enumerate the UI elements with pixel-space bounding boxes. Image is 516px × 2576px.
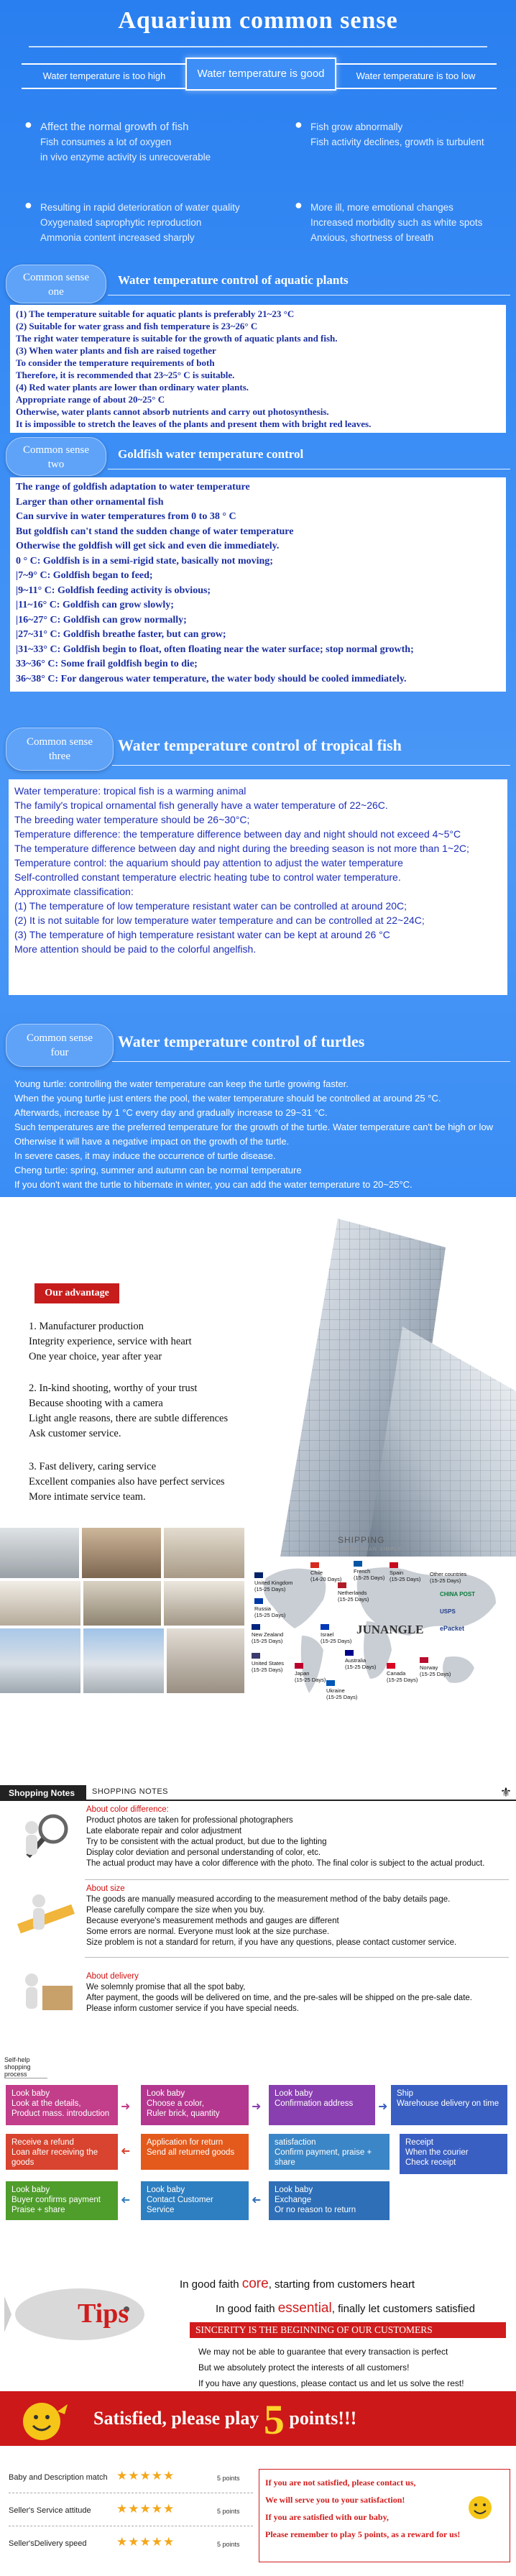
text-line: Confirmation address <box>275 2099 354 2108</box>
country-ukraine <box>326 1680 357 1700</box>
text-line: One year choice, year after year <box>29 1351 162 1362</box>
country-days: (15-25 Days) <box>430 1577 461 1584</box>
text-line: Therefore, it is recommended that 23~25° C is suitable. <box>16 370 235 380</box>
effects-low-1 <box>295 117 512 150</box>
badge-line: two <box>47 459 65 470</box>
text-line: Confirm payment, praise + share <box>275 2148 372 2167</box>
text-line: (1) The temperature suitable for aquatic plants is preferably 21~23 °C <box>16 308 295 319</box>
text-line: Young turtle: controlling the water temperature can keep the turtle growing faster. <box>14 1078 349 1089</box>
ruler-figure-icon <box>10 1885 82 1950</box>
advantage-point-3 <box>29 1459 280 1505</box>
ratings-section <box>0 2453 516 2576</box>
text-line: (2) Suitable for water grass and fish temperature is 23~26° C <box>16 321 258 331</box>
country-russia <box>254 1598 285 1618</box>
shipping-title: SHIPPING <box>338 1535 385 1545</box>
text-line: Afterwards, increase by 1 °C every day and gradually increase to 29~31 °C. <box>14 1107 328 1118</box>
factory-photo <box>0 1528 79 1578</box>
satisfied-text <box>93 2397 356 2442</box>
text-line: Ask customer service. <box>29 1428 121 1439</box>
text-line: Look baby <box>11 2186 50 2194</box>
note-heading: About color difference: <box>86 1805 169 1814</box>
text-line: Can survive in water temperatures from 0 to 38 ° C <box>16 511 236 522</box>
note-line: Try to be consistent with the actual product, but due to the lighting <box>86 1838 327 1846</box>
effect-line: Fish consumes a lot of oxygen <box>40 137 172 147</box>
note-line: Please inform customer service if you have special needs. <box>86 2004 299 2013</box>
text-line: Self-help <box>4 2056 30 2063</box>
country-new-zealand <box>252 1624 283 1644</box>
row-divider <box>85 1957 509 1958</box>
note-line: The goods are manually measured according to the measurement method of the baby details page. <box>86 1895 451 1904</box>
country-uk <box>254 1572 292 1592</box>
text-line: Look baby <box>11 2089 50 2098</box>
emphasis: core <box>241 2276 269 2291</box>
text-line: 1. Manufacturer production <box>29 1321 144 1332</box>
text-line: The breeding water temperature should be 26~30°C; <box>14 814 250 825</box>
country-days: (15-25 Days) <box>252 1667 283 1673</box>
country-days: (15-25 Days) <box>338 1596 369 1603</box>
star-rating-icon: ★★★★★ <box>116 2502 175 2516</box>
text-line: In severe cases, it may induce the occurrence of turtle disease. <box>14 1150 276 1161</box>
note-line: Some errors are normal. Everyone must look at the size purchase. <box>86 1928 330 1936</box>
production-photo <box>83 1581 161 1626</box>
note-color-difference <box>86 1805 510 1869</box>
text-line: satisfaction <box>275 2138 316 2147</box>
text-line: Look at the details, <box>11 2099 81 2108</box>
text-line: But we absolutely protect the interests of all customers! <box>198 2362 410 2373</box>
row-divider <box>85 1879 509 1880</box>
text-line: Choose a color, <box>147 2099 204 2108</box>
badge-line: Common sense <box>22 272 90 283</box>
arrow-left-icon: ➜ <box>252 2194 262 2206</box>
text-part: In good faith <box>180 2278 242 2291</box>
storage-photo <box>164 1581 244 1626</box>
note-delivery <box>86 1971 510 2014</box>
rating-list <box>9 2465 253 2572</box>
effect-line: Anxious, shortness of breath <box>310 232 434 243</box>
text-line: Exchange <box>275 2196 312 2204</box>
text-line: It is impossible to stretch the leaves of the plants and present them with bright red leaves. <box>16 418 372 429</box>
points-number: 5 <box>263 2396 285 2444</box>
lobby-photo <box>167 1628 244 1693</box>
text-line: Please remember to play 5 points, as a reward for us! <box>265 2529 461 2539</box>
star-rating-icon: ★★★★★ <box>116 2469 175 2483</box>
text-line: Contact Customer Service <box>147 2196 213 2214</box>
badge-line: three <box>49 751 70 762</box>
text-line: If you are satisfied with our baby, <box>265 2512 389 2522</box>
text-line: Otherwise it will have a negative impact on the growth of the turtle. <box>14 1136 290 1147</box>
text-line: Or no reason to return <box>275 2206 356 2214</box>
country-name: Russia <box>254 1605 271 1612</box>
tips-section <box>0 2272 516 2387</box>
rating-suffix: 5 points <box>217 2541 240 2548</box>
country-name: Israel <box>321 1631 334 1638</box>
badge-line: Common sense <box>26 736 93 748</box>
process-title <box>4 2056 47 2078</box>
text-line: Because shooting with a camera <box>29 1398 163 1409</box>
text-line: 2. In-kind shooting, worthy of your trust <box>29 1383 198 1394</box>
badge-line: Common sense <box>22 444 90 456</box>
text-line: Warehouse delivery on time <box>397 2099 499 2108</box>
note-line: Display color deviation and personal understanding of color, etc. <box>86 1848 321 1857</box>
country-name: Norway <box>420 1664 438 1671</box>
effect-line: in vivo enzyme activity is unrecoverable <box>40 152 211 162</box>
country-netherlands <box>338 1582 369 1603</box>
section-badge-two <box>6 437 106 476</box>
bullet-icon: ● <box>24 198 32 212</box>
tips-line-essential <box>216 2301 475 2316</box>
showroom-photo <box>164 1528 244 1578</box>
arrow-right-icon: ➜ <box>252 2101 262 2113</box>
effects-high-1 <box>24 117 277 165</box>
text-line: The right water temperature is suitable for the growth of aquatic plants and fish. <box>16 333 338 344</box>
text-line: If you don't want the turtle to hibernate in winter, you can add the water temperature to 20~25°C. <box>14 1179 413 1190</box>
text-line: |9~11° C: Goldfish feeding activity is obvious; <box>16 585 211 596</box>
rating-label: Baby and Description match <box>9 2473 108 2482</box>
section-badge-four <box>6 1024 114 1067</box>
arrow-right-icon: ➜ <box>121 2101 131 2113</box>
text-line: Otherwise, water plants cannot absorb nutrients and carry out photosynthesis. <box>16 406 329 417</box>
process-step <box>141 2181 249 2220</box>
text-line: Application for return <box>147 2138 224 2147</box>
section-body-goldfish <box>10 477 506 692</box>
delivery-figure-icon <box>10 1964 82 2029</box>
text-line: Praise + share <box>11 2206 65 2214</box>
tips-label: Tips <box>78 2298 129 2329</box>
building-photo <box>0 1628 80 1693</box>
effect-line: Resulting in rapid deterioration of water quality <box>40 202 240 213</box>
country-days: (15-25 Days) <box>390 1576 421 1582</box>
text-line: |16~27° C: Goldfish can grow normally; <box>16 614 187 625</box>
note-line: We solemnly promise that all the spot baby, <box>86 1983 246 1991</box>
country-days: (14-20 Days) <box>310 1576 342 1582</box>
company-photos-and-shipping <box>0 1528 516 1779</box>
text-line: More attention should be paid to the colorful angelfish. <box>14 943 257 955</box>
text-line: Look baby <box>147 2089 185 2098</box>
text-line: Loan after receiving the goods <box>11 2148 98 2167</box>
text-line: Self-controlled constant temperature electric heating tube to control water temperature. <box>14 871 401 883</box>
effect-line: Affect the normal growth of fish <box>40 121 189 133</box>
process-step <box>141 2085 249 2125</box>
text-line: Otherwise the goldfish will get sick and even die immediately. <box>16 541 280 551</box>
shipping-subtitle: MORE THAN SIMPLE <box>341 1547 402 1552</box>
rating-suffix: 5 points <box>217 2475 240 2482</box>
country-days: (15-25 Days) <box>354 1575 385 1581</box>
text-part: In good faith <box>216 2303 278 2315</box>
note-line: Because everyone's measurement methods and gauges are different <box>86 1917 339 1925</box>
text-line: Check receipt <box>405 2158 456 2167</box>
text-line: 3. Fast delivery, caring service <box>29 1461 157 1472</box>
satisfied-banner <box>0 2391 516 2446</box>
country-name: Spain <box>390 1569 404 1576</box>
country-spain <box>390 1562 420 1582</box>
note-heading: About size <box>86 1884 125 1893</box>
text-line: If you are not satisfied, please contact us, <box>265 2478 416 2488</box>
country-days: (15-25 Days) <box>326 1694 358 1700</box>
advantage-section <box>0 1197 516 1557</box>
text-line: Look baby <box>275 2186 313 2194</box>
country-name: Chile <box>310 1569 323 1576</box>
advantage-point-1 <box>29 1319 280 1365</box>
tips-body <box>198 2344 464 2391</box>
country-name: Canada <box>387 1670 406 1677</box>
badge-line: one <box>48 286 64 298</box>
text-line: Such temperatures are the preferred temperature for the growth of the turtle. Water temperature can't be high or low <box>14 1122 494 1132</box>
section-badge-three <box>6 728 114 771</box>
country-name: French <box>354 1568 371 1575</box>
country-days: (15-25 Days) <box>387 1677 418 1683</box>
text-line: Temperature difference: the temperature difference between day and night should not exceed 4~5°C <box>14 828 461 840</box>
text-part: , finally let customers satisfied <box>331 2303 475 2315</box>
note-size <box>86 1884 510 1948</box>
shopping-notes-bar <box>0 1785 516 1801</box>
rating-row <box>9 2531 253 2559</box>
text-line: Look baby <box>275 2089 313 2098</box>
process-step <box>6 2134 118 2170</box>
badge-line: Common sense <box>26 1032 93 1044</box>
rating-label: Seller'sDelivery speed <box>9 2539 87 2548</box>
badge-line: four <box>50 1047 69 1058</box>
country-name: Netherlands <box>338 1590 367 1596</box>
note-heading: About delivery <box>86 1972 139 1981</box>
title-divider <box>29 46 487 47</box>
country-israel <box>321 1624 351 1644</box>
process-step <box>391 2085 507 2125</box>
text-line: (1) The temperature of low temperature resistant water can be controlled at around 20C; <box>14 900 407 912</box>
text-line: Send all returned goods <box>147 2148 235 2157</box>
arrow-right-icon: ➜ <box>378 2101 388 2113</box>
text-line: Ship <box>397 2089 414 2098</box>
text-line: Integrity experience, service with heart <box>29 1336 192 1347</box>
rating-suffix: 5 points <box>217 2508 240 2515</box>
section-title-tropical: Water temperature control of tropical fish <box>118 736 402 754</box>
country-days: (15-25 Days) <box>252 1638 283 1644</box>
country-name: United States <box>252 1660 285 1667</box>
country-french <box>354 1561 384 1581</box>
text-line: (2) It is not suitable for low temperature water temperature and can be controlled at 22~24C; <box>14 915 425 926</box>
text-line: The temperature difference between day and night during the breeding season is not more than 1~2C; <box>14 843 469 854</box>
country-other <box>430 1571 466 1584</box>
text-line: Temperature control: the aquarium should pay attention to adjust the water temperature <box>14 857 403 868</box>
text-line: (4) Red water plants are lower than ordinary water plants. <box>16 382 249 393</box>
text-part: , starting from customers heart <box>268 2278 415 2291</box>
bullet-icon: ● <box>24 117 32 132</box>
process-step <box>6 2085 118 2125</box>
smiley-face-icon <box>10 2397 82 2443</box>
emphasis: essential <box>277 2301 332 2316</box>
country-name: Japan <box>295 1670 310 1677</box>
country-days: (15-25 Days) <box>254 1612 286 1618</box>
country-norway <box>420 1657 451 1677</box>
text-line: Light angle reasons, there are subtle differences <box>29 1413 229 1424</box>
arrow-left-icon: ➜ <box>121 2145 131 2158</box>
carrier-usps: USPS <box>440 1608 456 1615</box>
section-body-turtles <box>10 1076 509 1195</box>
text-line: Look baby <box>147 2186 185 2194</box>
country-australia <box>345 1650 376 1670</box>
page-title: Aquarium common sense <box>118 7 398 34</box>
text-line: 0 ° C: Goldfish is in a semi-rigid state, basically not moving; <box>16 555 273 567</box>
office-photo <box>0 1581 80 1626</box>
country-united-states <box>252 1653 284 1673</box>
text-line: |7~9° C: Goldfish began to feed; <box>16 570 153 581</box>
carrier-epacket: ePacket <box>440 1625 465 1632</box>
bullet-icon: ● <box>295 198 303 212</box>
section-divider <box>112 1061 510 1062</box>
text-line: |27~31° C: Goldfish breathe faster, but can grow; <box>16 629 226 640</box>
smiley-icon <box>466 2493 494 2522</box>
carrier-china-post: CHINA POST <box>440 1591 476 1598</box>
country-days: (15-25 Days) <box>295 1677 326 1683</box>
text-part: Satisfied, please play <box>93 2408 259 2429</box>
text-line: Receipt <box>405 2138 433 2147</box>
aquarium-section <box>0 0 516 1197</box>
section-body-tropical <box>9 779 507 995</box>
country-name: New Zealand <box>252 1631 284 1638</box>
country-name: Other countries <box>430 1571 467 1577</box>
text-line: Water temperature: tropical fish is a warming animal <box>14 785 247 797</box>
text-line: Larger than other ornamental fish <box>16 496 164 508</box>
text-line: 36~38° C: For dangerous water temperature, the water body should be cooled immediately. <box>16 673 407 684</box>
effects-low-2 <box>295 198 515 245</box>
magnifier-figure-icon <box>10 1807 82 1872</box>
shopping-notes-content <box>0 1805 516 2035</box>
warehouse-photo <box>82 1528 161 1578</box>
text-line: |31~33° C: Goldfish begin to float, often floating near the water surface; stop normal growth; <box>16 643 414 655</box>
note-line: Please carefully compare the size when you buy. <box>86 1906 265 1915</box>
shopping-notes-subtitle: SHOPPING NOTES <box>92 1787 169 1796</box>
effect-line: Increased morbidity such as white spots <box>310 217 483 228</box>
tips-line-core <box>180 2276 415 2292</box>
text-line: We will serve you to your satisfaction! <box>265 2495 405 2505</box>
shopping-process <box>0 2056 516 2229</box>
effect-line: Fish activity declines, growth is turbulent <box>310 137 484 147</box>
bullet-icon: ● <box>295 117 303 132</box>
sincerity-banner: SINCERITY IS THE BEGINNING OF OUR CUSTOMERS <box>190 2322 506 2338</box>
text-line: If you have any questions, please contact us and let us solve the rest! <box>198 2378 464 2388</box>
section-title-goldfish: Goldfish water temperature control <box>118 447 304 461</box>
text-line: 33~36° C: Some frail goldfish begin to die; <box>16 659 198 669</box>
rating-row <box>9 2465 253 2493</box>
shopping-notes-tab: Shopping Notes <box>0 1785 86 1801</box>
note-line: After payment, the goods will be delivered on time, and the pre-sales will be shipped on the pre-sale date. <box>86 1994 472 2002</box>
shipping-brand-label: JUNANGLE <box>356 1623 424 1636</box>
temp-too-low-label: Water temperature is too low <box>335 63 497 89</box>
effects-high-2 <box>24 198 306 245</box>
country-japan <box>295 1663 326 1683</box>
text-line: Buyer confirms payment <box>11 2196 101 2204</box>
text-line: More intimate service team. <box>29 1491 146 1503</box>
temp-too-high-label: Water temperature is too high <box>22 63 187 89</box>
note-line: Size problem is not a standard for return, if you have any questions, please contact customer service. <box>86 1938 457 1947</box>
text-line: Excellent companies also have perfect services <box>29 1476 225 1488</box>
country-days: (15-25 Days) <box>420 1671 451 1677</box>
text-line: Appropriate range of about 20~25° C <box>16 394 165 405</box>
country-days: (15-25 Days) <box>345 1664 377 1670</box>
effect-line: Fish grow abnormally <box>310 122 403 132</box>
process-step <box>400 2134 507 2174</box>
rating-row <box>9 2498 253 2526</box>
text-line: shopping process <box>4 2063 31 2078</box>
fleur-de-lis-icon: ⚜ <box>499 1785 512 1800</box>
text-line: But goldfish can't stand the sudden change of water temperature <box>16 526 294 537</box>
section-body-plants <box>10 305 506 433</box>
text-line: Ruler brick, quantity <box>147 2109 220 2118</box>
text-line: |11~16° C: Goldfish can grow slowly; <box>16 600 174 610</box>
text-line: When the young turtle just enters the pool, the water temperature should be controlled at around 25 °C. <box>14 1093 441 1104</box>
star-rating-icon: ★★★★★ <box>116 2535 175 2549</box>
note-line: Product photos are taken for professional photographers <box>86 1816 293 1825</box>
effect-line: More ill, more emotional changes <box>310 202 453 213</box>
text-line: (3) The temperature of high temperature resistant water can be kept at around 26 °C <box>14 929 390 940</box>
text-line: When the courier <box>405 2148 469 2157</box>
effect-line: Ammonia content increased sharply <box>40 232 195 243</box>
section-title-plants: Water temperature control of aquatic plants <box>118 273 349 287</box>
section-title-turtles: Water temperature control of turtles <box>118 1032 365 1050</box>
note-line: The actual product may have a color difference with the photo. The final color is subject to the actual product. <box>86 1859 485 1868</box>
temp-good-label: Water temperature is good <box>185 58 336 91</box>
text-line: Product mass. introduction <box>11 2109 110 2118</box>
text-line: Receive a refund <box>11 2138 74 2147</box>
rating-label: Seller's Service attitude <box>9 2506 91 2515</box>
note-line: Late elaborate repair and color adjustment <box>86 1827 242 1835</box>
process-step <box>269 2134 390 2170</box>
advantage-header: Our advantage <box>34 1283 119 1303</box>
country-chile <box>310 1562 341 1582</box>
section-divider <box>112 765 510 766</box>
building-photo <box>83 1628 164 1693</box>
effect-line: Oxygenated saprophytic reproduction <box>40 217 202 228</box>
advantage-point-2 <box>29 1381 287 1441</box>
text-line: (3) When water plants and fish are raised together <box>16 345 216 356</box>
section-badge-one <box>6 265 106 303</box>
country-days: (15-25 Days) <box>254 1586 286 1592</box>
process-step <box>269 2085 375 2125</box>
text-line: Approximate classification: <box>14 886 134 897</box>
text-line: We may not be able to guarantee that every transaction is perfect <box>198 2347 448 2357</box>
building-illustration <box>259 1219 516 1557</box>
country-days: (15-25 Days) <box>321 1638 352 1644</box>
country-name: Ukraine <box>326 1687 345 1694</box>
shipping-country-list <box>252 1557 516 1700</box>
country-name: Australia <box>345 1657 367 1664</box>
country-canada <box>387 1663 418 1683</box>
text-line: The range of goldfish adaptation to water temperature <box>16 482 250 492</box>
process-step <box>141 2134 249 2170</box>
arrow-left-icon: ➜ <box>121 2194 131 2206</box>
text-line: The family's tropical ornamental fish generally have a water temperature of 22~26C. <box>14 799 388 811</box>
text-part: points!!! <box>289 2408 357 2429</box>
text-line: Cheng turtle: spring, summer and autumn can be normal temperature <box>14 1165 302 1175</box>
country-name: United Kingdom <box>254 1580 293 1586</box>
process-step <box>6 2181 118 2220</box>
process-step <box>269 2181 390 2220</box>
text-line: To consider the temperature requirements of both <box>16 357 215 368</box>
